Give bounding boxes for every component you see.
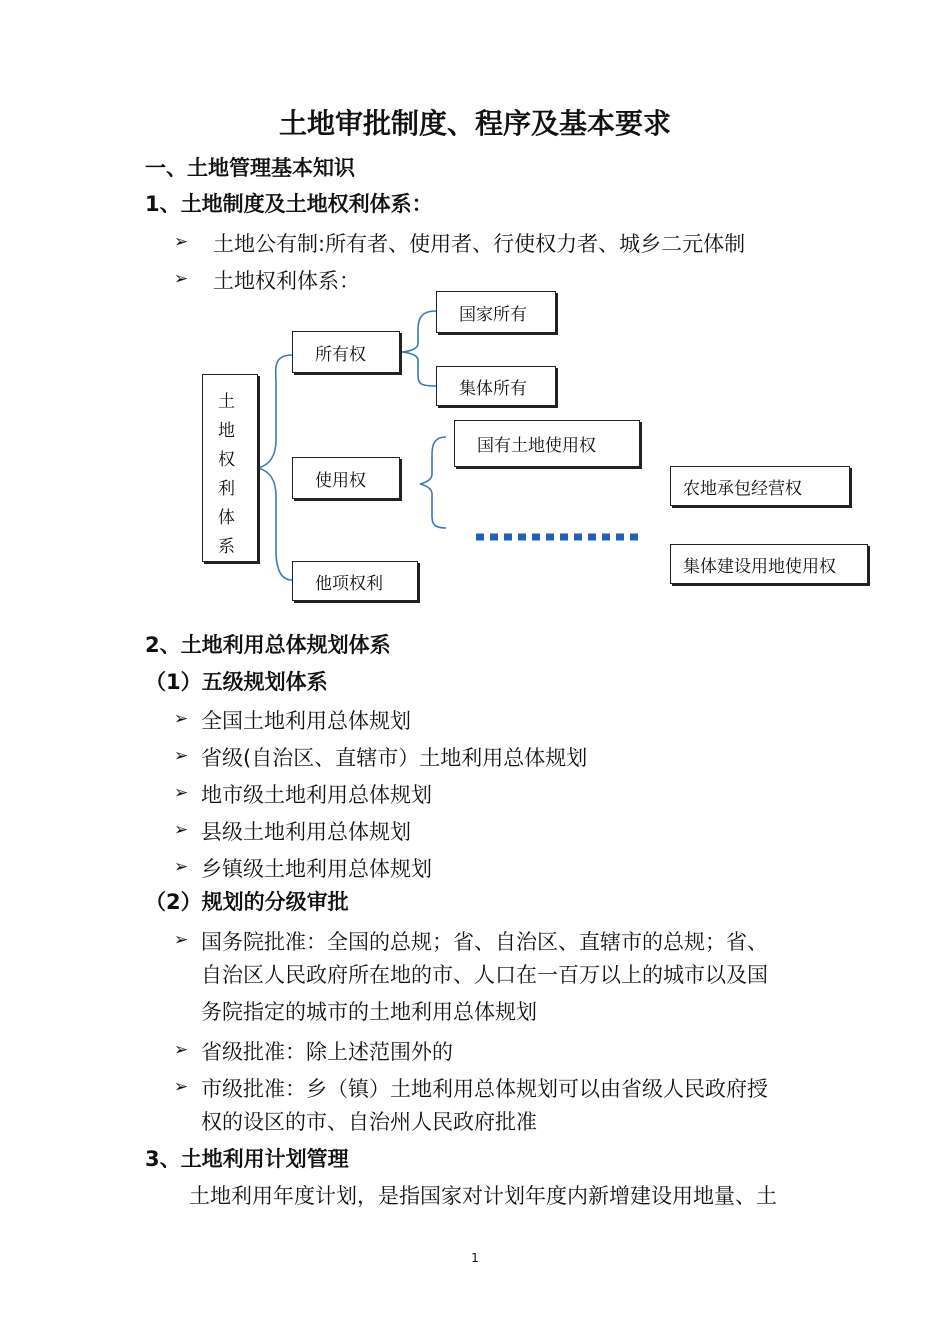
box-state-land-use-right: 国有土地使用权: [454, 420, 640, 467]
paragraph-annual-plan: 土地利用年度计划，是指国家对计划年度内新增建设用地量、土: [189, 1184, 777, 1208]
bullet-arrow-icon: ➢: [174, 857, 189, 877]
approval-provincial: 省级批准：除上述范围外的: [201, 1040, 453, 1064]
box-state-owned: 国家所有: [436, 291, 556, 333]
page-number: 1: [471, 1251, 479, 1265]
ownership-brace: [402, 311, 436, 386]
approval-state-council-line2: 自治区人民政府所在地的市、人口在一百万以上的城市以及国: [201, 963, 768, 987]
box-other-rights: 他项权利: [292, 561, 418, 601]
bullet-arrow-icon: ➢: [174, 746, 189, 766]
bullet-provincial-plan: 省级(自治区、直辖市）土地利用总体规划: [201, 746, 588, 770]
box-farm-contract-right: 农地承包经营权: [670, 466, 850, 506]
subheading-planning-system: 2、土地利用总体规划体系: [145, 633, 391, 657]
main-brace: [258, 355, 292, 580]
approval-state-council-line3: 务院指定的城市的土地利用总体规划: [201, 1000, 537, 1024]
bullet-arrow-icon: ➢: [174, 930, 189, 950]
subheading-land-system: 1、土地制度及土地权利体系：: [145, 192, 433, 216]
box-collective-construction-right: 集体建设用地使用权: [670, 544, 868, 584]
bullet-public-ownership: 土地公有制:所有者、使用者、行使权力者、城乡二元体制: [213, 232, 746, 256]
root-char: 权: [218, 450, 235, 470]
box-use-right: 使用权: [292, 457, 400, 499]
section-heading-1: 一、土地管理基本知识: [145, 156, 355, 180]
bullet-rights-system: 土地权利体系：: [213, 269, 360, 293]
subheading-land-use-plan: 3、土地利用计划管理: [145, 1147, 349, 1171]
root-char: 体: [218, 508, 235, 528]
bullet-city-plan: 地市级土地利用总体规划: [201, 783, 432, 807]
bullet-arrow-icon: ➢: [174, 1077, 189, 1097]
use-right-brace: [420, 437, 446, 528]
approval-city-line2: 权的设区的市、自治州人民政府批准: [201, 1110, 537, 1134]
root-char: 利: [218, 479, 235, 499]
bullet-national-plan: 全国土地利用总体规划: [201, 709, 411, 733]
root-char: 地: [218, 421, 235, 441]
root-char: 系: [218, 537, 235, 557]
subheading-five-levels: （1）五级规划体系: [145, 670, 328, 694]
bullet-county-plan: 县级土地利用总体规划: [201, 820, 411, 844]
page-title: 土地审批制度、程序及基本要求: [278, 107, 671, 140]
bullet-arrow-icon: ➢: [174, 269, 189, 289]
bullet-arrow-icon: ➢: [174, 783, 189, 803]
bullet-arrow-icon: ➢: [174, 1040, 189, 1060]
subheading-tiered-approval: （2）规划的分级审批: [145, 890, 349, 914]
box-ownership: 所有权: [292, 331, 400, 373]
bullet-arrow-icon: ➢: [174, 709, 189, 729]
box-collective-owned: 集体所有: [436, 366, 556, 406]
approval-state-council-line1: 国务院批准：全国的总规；省、自治区、直辖市的总规；省、: [201, 930, 768, 954]
approval-city-line1: 市级批准：乡（镇）土地利用总体规划可以由省级人民政府授: [201, 1077, 768, 1101]
bullet-township-plan: 乡镇级土地利用总体规划: [201, 857, 432, 881]
bullet-arrow-icon: ➢: [174, 232, 189, 252]
root-char: 土: [218, 392, 235, 412]
bullet-arrow-icon: ➢: [174, 820, 189, 840]
land-rights-root-box: [202, 374, 258, 562]
